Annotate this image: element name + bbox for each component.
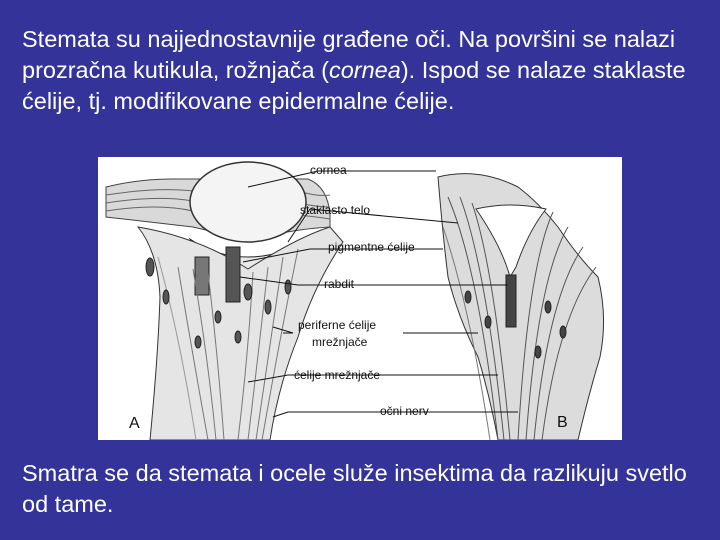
panel-label-a: A: [129, 415, 140, 432]
eye-b-drawing: [438, 174, 604, 440]
conclusion-paragraph: Smatra se da stemata i ocele služe insektima da razlikuju svetlo od tame.: [22, 460, 687, 517]
label-periferne-celije: periferne ćelije: [298, 318, 377, 332]
stemata-drawing: [98, 157, 622, 440]
intro-text-end: ). Ispod se nalaze staklaste ćelije, tj. modifikovane epidermalne ćelije.: [22, 57, 686, 114]
intro-text-start: Stemata su najjednostavnije građene oči. Na površini se nalazi prozračna kutikula, rožnjača (: [22, 26, 676, 83]
panel-label-b: B: [557, 414, 568, 431]
label-cornea: cornea: [310, 163, 347, 177]
label-ocni-nerv: očni nerv: [380, 404, 429, 418]
label-rabdit: rabdit: [324, 277, 355, 291]
cornea-term: cornea: [328, 57, 401, 83]
intro-paragraph: [22, 24, 708, 117]
label-celije-mreznjace: ćelije mrežnjače: [294, 368, 381, 382]
label-pigmentne-celije: pigmentne ćelije: [328, 240, 415, 254]
label-mreznjace: mrežnjače: [312, 335, 368, 349]
stemata-diagram: [98, 157, 622, 440]
label-staklasto-telo: staklasto telo: [300, 203, 371, 217]
